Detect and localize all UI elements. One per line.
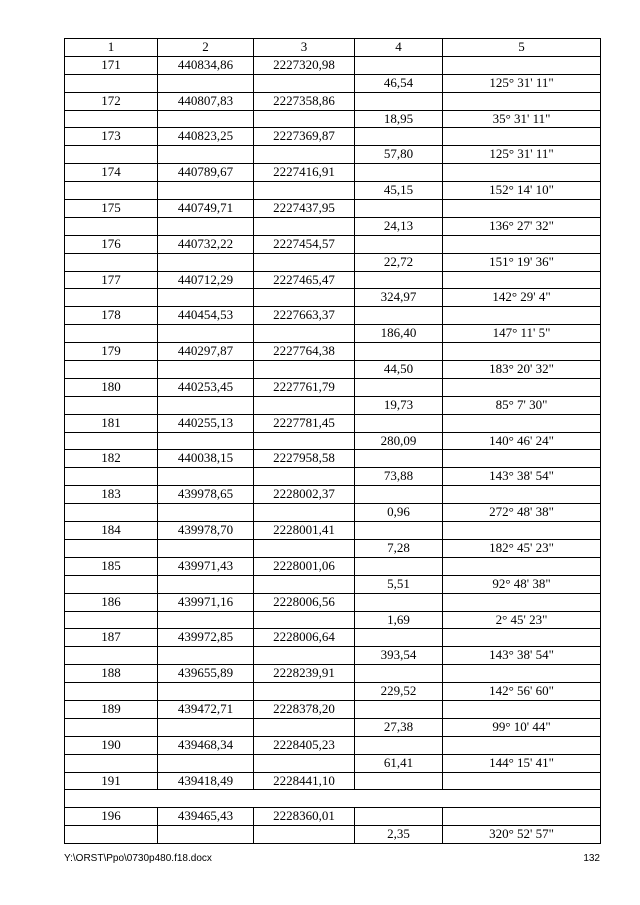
angle-cell-empty xyxy=(443,629,601,647)
angle-cell-empty xyxy=(443,808,601,826)
angle-cell-empty xyxy=(443,700,601,718)
point-number-cell: 186 xyxy=(65,593,158,611)
point-number-cell-empty xyxy=(65,146,158,164)
point-row xyxy=(65,92,601,110)
header-col-1: 1 xyxy=(65,39,158,57)
segment-row xyxy=(65,718,601,736)
point-number-cell-empty xyxy=(65,432,158,450)
x-coordinate-cell: 439978,65 xyxy=(158,486,254,504)
distance-cell: 5,51 xyxy=(355,575,443,593)
point-number-cell-empty xyxy=(65,575,158,593)
x-coordinate-cell: 440749,71 xyxy=(158,200,254,218)
y-coordinate-cell: 2227958,58 xyxy=(254,450,355,468)
y-coordinate-cell: 2228001,41 xyxy=(254,522,355,540)
point-row xyxy=(65,700,601,718)
distance-cell-empty xyxy=(355,629,443,647)
angle-cell: 142° 56' 60" xyxy=(443,683,601,701)
angle-cell-empty xyxy=(443,128,601,146)
point-row xyxy=(65,200,601,218)
x-coordinate-cell: 439971,16 xyxy=(158,593,254,611)
distance-cell-empty xyxy=(355,56,443,74)
point-number-cell-empty xyxy=(65,217,158,235)
point-number-cell: 185 xyxy=(65,557,158,575)
distance-cell: 46,54 xyxy=(355,74,443,92)
y-coordinate-cell-empty xyxy=(254,74,355,92)
point-row xyxy=(65,665,601,683)
segment-row xyxy=(65,826,601,844)
x-coordinate-cell-empty xyxy=(158,826,254,844)
y-coordinate-cell-empty xyxy=(254,361,355,379)
distance-cell-empty xyxy=(355,128,443,146)
distance-cell: 73,88 xyxy=(355,468,443,486)
point-number-cell: 190 xyxy=(65,736,158,754)
x-coordinate-cell: 440253,45 xyxy=(158,378,254,396)
x-coordinate-cell-empty xyxy=(158,74,254,92)
y-coordinate-cell: 2228006,64 xyxy=(254,629,355,647)
point-number-cell: 183 xyxy=(65,486,158,504)
x-coordinate-cell: 440297,87 xyxy=(158,343,254,361)
y-coordinate-cell: 2227465,47 xyxy=(254,271,355,289)
point-number-cell-empty xyxy=(65,647,158,665)
y-coordinate-cell-empty xyxy=(254,217,355,235)
distance-cell-empty xyxy=(355,736,443,754)
y-coordinate-cell: 2228001,06 xyxy=(254,557,355,575)
y-coordinate-cell-empty xyxy=(254,253,355,271)
y-coordinate-cell: 2227454,57 xyxy=(254,235,355,253)
distance-cell: 44,50 xyxy=(355,361,443,379)
angle-cell-empty xyxy=(443,557,601,575)
point-number-cell-empty xyxy=(65,468,158,486)
point-number-cell-empty xyxy=(65,289,158,307)
point-number-cell-empty xyxy=(65,683,158,701)
point-number-cell: 172 xyxy=(65,92,158,110)
point-row xyxy=(65,808,601,826)
point-number-cell-empty xyxy=(65,361,158,379)
segment-row xyxy=(65,396,601,414)
x-coordinate-cell-empty xyxy=(158,432,254,450)
y-coordinate-cell-empty xyxy=(254,396,355,414)
segment-row xyxy=(65,325,601,343)
x-coordinate-cell: 440255,13 xyxy=(158,414,254,432)
distance-cell-empty xyxy=(355,378,443,396)
distance-cell: 229,52 xyxy=(355,683,443,701)
point-row xyxy=(65,343,601,361)
point-row xyxy=(65,522,601,540)
point-row xyxy=(65,486,601,504)
point-number-cell: 175 xyxy=(65,200,158,218)
y-coordinate-cell-empty xyxy=(254,683,355,701)
y-coordinate-cell-empty xyxy=(254,182,355,200)
point-number-cell-empty xyxy=(65,325,158,343)
point-number-cell: 177 xyxy=(65,271,158,289)
angle-cell: 140° 46' 24" xyxy=(443,432,601,450)
point-row xyxy=(65,128,601,146)
y-coordinate-cell-empty xyxy=(254,146,355,164)
point-number-cell: 191 xyxy=(65,772,158,790)
y-coordinate-cell-empty xyxy=(254,647,355,665)
angle-cell-empty xyxy=(443,343,601,361)
angle-cell: 320° 52' 57" xyxy=(443,826,601,844)
x-coordinate-cell-empty xyxy=(158,683,254,701)
distance-cell-empty xyxy=(355,92,443,110)
y-coordinate-cell: 2228441,10 xyxy=(254,772,355,790)
angle-cell: 136° 27' 32" xyxy=(443,217,601,235)
angle-cell: 2° 45' 23" xyxy=(443,611,601,629)
x-coordinate-cell: 439472,71 xyxy=(158,700,254,718)
y-coordinate-cell-empty xyxy=(254,611,355,629)
angle-cell: 183° 20' 32" xyxy=(443,361,601,379)
point-row xyxy=(65,235,601,253)
y-coordinate-cell-empty xyxy=(254,754,355,772)
x-coordinate-cell-empty xyxy=(158,217,254,235)
table-header-row xyxy=(65,39,601,57)
point-number-cell: 178 xyxy=(65,307,158,325)
point-row xyxy=(65,736,601,754)
point-number-cell-empty xyxy=(65,110,158,128)
segment-row xyxy=(65,468,601,486)
point-number-cell: 173 xyxy=(65,128,158,146)
distance-cell: 19,73 xyxy=(355,396,443,414)
angle-cell: 35° 31' 11" xyxy=(443,110,601,128)
point-number-cell: 179 xyxy=(65,343,158,361)
x-coordinate-cell: 439971,43 xyxy=(158,557,254,575)
segment-row xyxy=(65,432,601,450)
point-number-cell-empty xyxy=(65,718,158,736)
header-col-4: 4 xyxy=(355,39,443,57)
x-coordinate-cell: 440038,15 xyxy=(158,450,254,468)
distance-cell: 280,09 xyxy=(355,432,443,450)
point-number-cell-empty xyxy=(65,504,158,522)
point-row xyxy=(65,378,601,396)
distance-cell: 45,15 xyxy=(355,182,443,200)
angle-cell: 99° 10' 44" xyxy=(443,718,601,736)
point-row xyxy=(65,271,601,289)
point-row xyxy=(65,450,601,468)
x-coordinate-cell-empty xyxy=(158,504,254,522)
x-coordinate-cell: 440789,67 xyxy=(158,164,254,182)
x-coordinate-cell-empty xyxy=(158,253,254,271)
angle-cell-empty xyxy=(443,486,601,504)
distance-cell: 57,80 xyxy=(355,146,443,164)
angle-cell-empty xyxy=(443,271,601,289)
distance-cell: 324,97 xyxy=(355,289,443,307)
angle-cell-empty xyxy=(443,593,601,611)
x-coordinate-cell-empty xyxy=(158,396,254,414)
y-coordinate-cell: 2227781,45 xyxy=(254,414,355,432)
y-coordinate-cell: 2227320,98 xyxy=(254,56,355,74)
distance-cell: 27,38 xyxy=(355,718,443,736)
distance-cell: 393,54 xyxy=(355,647,443,665)
angle-cell-empty xyxy=(443,307,601,325)
x-coordinate-cell: 439465,43 xyxy=(158,808,254,826)
angle-cell: 85° 7' 30" xyxy=(443,396,601,414)
distance-cell: 2,35 xyxy=(355,826,443,844)
point-row xyxy=(65,164,601,182)
distance-cell-empty xyxy=(355,700,443,718)
distance-cell-empty xyxy=(355,522,443,540)
angle-cell: 143° 38' 54" xyxy=(443,468,601,486)
x-coordinate-cell-empty xyxy=(158,575,254,593)
x-coordinate-cell: 440732,22 xyxy=(158,235,254,253)
x-coordinate-cell-empty xyxy=(158,468,254,486)
distance-cell: 186,40 xyxy=(355,325,443,343)
y-coordinate-cell: 2228006,56 xyxy=(254,593,355,611)
y-coordinate-cell: 2227764,38 xyxy=(254,343,355,361)
header-col-5: 5 xyxy=(443,39,601,57)
angle-cell: 125° 31' 11" xyxy=(443,74,601,92)
angle-cell: 152° 14' 10" xyxy=(443,182,601,200)
y-coordinate-cell-empty xyxy=(254,718,355,736)
angle-cell-empty xyxy=(443,56,601,74)
distance-cell: 24,13 xyxy=(355,217,443,235)
point-number-cell: 196 xyxy=(65,808,158,826)
x-coordinate-cell: 439418,49 xyxy=(158,772,254,790)
angle-cell: 147° 11' 5" xyxy=(443,325,601,343)
distance-cell: 0,96 xyxy=(355,504,443,522)
point-number-cell: 181 xyxy=(65,414,158,432)
point-number-cell: 182 xyxy=(65,450,158,468)
point-row xyxy=(65,772,601,790)
segment-row xyxy=(65,647,601,665)
coordinates-table xyxy=(64,38,601,844)
footer-file-path: Y:\ORST\Ppo\0730p480.f18.docx xyxy=(64,853,212,864)
point-row xyxy=(65,56,601,74)
x-coordinate-cell: 440454,53 xyxy=(158,307,254,325)
distance-cell-empty xyxy=(355,772,443,790)
y-coordinate-cell: 2227437,95 xyxy=(254,200,355,218)
angle-cell-empty xyxy=(443,736,601,754)
distance-cell-empty xyxy=(355,200,443,218)
x-coordinate-cell-empty xyxy=(158,754,254,772)
x-coordinate-cell-empty xyxy=(158,182,254,200)
header-col-2: 2 xyxy=(158,39,254,57)
y-coordinate-cell: 2228405,23 xyxy=(254,736,355,754)
y-coordinate-cell: 2228002,37 xyxy=(254,486,355,504)
angle-cell-empty xyxy=(443,665,601,683)
angle-cell-empty xyxy=(443,450,601,468)
segment-row xyxy=(65,754,601,772)
y-coordinate-cell-empty xyxy=(254,504,355,522)
y-coordinate-cell-empty xyxy=(254,110,355,128)
angle-cell: 144° 15' 41" xyxy=(443,754,601,772)
angle-cell-empty xyxy=(443,772,601,790)
angle-cell-empty xyxy=(443,414,601,432)
point-number-cell: 188 xyxy=(65,665,158,683)
distance-cell-empty xyxy=(355,593,443,611)
x-coordinate-cell: 440823,25 xyxy=(158,128,254,146)
angle-cell-empty xyxy=(443,92,601,110)
x-coordinate-cell-empty xyxy=(158,361,254,379)
distance-cell-empty xyxy=(355,665,443,683)
angle-cell-empty xyxy=(443,164,601,182)
distance-cell-empty xyxy=(355,164,443,182)
y-coordinate-cell-empty xyxy=(254,289,355,307)
point-number-cell-empty xyxy=(65,611,158,629)
segment-row xyxy=(65,289,601,307)
distance-cell-empty xyxy=(355,343,443,361)
x-coordinate-cell-empty xyxy=(158,647,254,665)
point-number-cell: 171 xyxy=(65,56,158,74)
point-number-cell: 174 xyxy=(65,164,158,182)
point-number-cell-empty xyxy=(65,74,158,92)
x-coordinate-cell-empty xyxy=(158,325,254,343)
distance-cell-empty xyxy=(355,808,443,826)
x-coordinate-cell-empty xyxy=(158,110,254,128)
y-coordinate-cell: 2227663,37 xyxy=(254,307,355,325)
x-coordinate-cell: 440834,86 xyxy=(158,56,254,74)
angle-cell-empty xyxy=(443,200,601,218)
point-number-cell-empty xyxy=(65,253,158,271)
distance-cell-empty xyxy=(355,307,443,325)
y-coordinate-cell: 2227761,79 xyxy=(254,378,355,396)
segment-row xyxy=(65,683,601,701)
segment-row xyxy=(65,74,601,92)
segment-row xyxy=(65,110,601,128)
angle-cell: 143° 38' 54" xyxy=(443,647,601,665)
y-coordinate-cell-empty xyxy=(254,468,355,486)
angle-cell: 142° 29' 4" xyxy=(443,289,601,307)
y-coordinate-cell: 2228378,20 xyxy=(254,700,355,718)
point-number-cell-empty xyxy=(65,539,158,557)
segment-row xyxy=(65,182,601,200)
angle-cell: 151° 19' 36" xyxy=(443,253,601,271)
x-coordinate-cell: 439468,34 xyxy=(158,736,254,754)
segment-row xyxy=(65,217,601,235)
point-number-cell-empty xyxy=(65,754,158,772)
segment-row xyxy=(65,539,601,557)
y-coordinate-cell-empty xyxy=(254,826,355,844)
point-row xyxy=(65,307,601,325)
separator-cell xyxy=(65,790,601,808)
segment-row xyxy=(65,146,601,164)
separator-row xyxy=(65,790,601,808)
y-coordinate-cell-empty xyxy=(254,325,355,343)
distance-cell-empty xyxy=(355,271,443,289)
distance-cell-empty xyxy=(355,557,443,575)
y-coordinate-cell: 2227416,91 xyxy=(254,164,355,182)
angle-cell-empty xyxy=(443,235,601,253)
distance-cell-empty xyxy=(355,450,443,468)
angle-cell: 182° 45' 23" xyxy=(443,539,601,557)
y-coordinate-cell-empty xyxy=(254,432,355,450)
segment-row xyxy=(65,361,601,379)
distance-cell-empty xyxy=(355,414,443,432)
angle-cell: 125° 31' 11" xyxy=(443,146,601,164)
x-coordinate-cell-empty xyxy=(158,718,254,736)
distance-cell: 7,28 xyxy=(355,539,443,557)
y-coordinate-cell: 2227358,86 xyxy=(254,92,355,110)
point-number-cell-empty xyxy=(65,182,158,200)
point-number-cell: 189 xyxy=(65,700,158,718)
y-coordinate-cell-empty xyxy=(254,575,355,593)
distance-cell: 61,41 xyxy=(355,754,443,772)
distance-cell-empty xyxy=(355,486,443,504)
point-number-cell-empty xyxy=(65,396,158,414)
distance-cell: 22,72 xyxy=(355,253,443,271)
footer-page-number: 132 xyxy=(583,853,600,864)
x-coordinate-cell: 439972,85 xyxy=(158,629,254,647)
point-number-cell: 187 xyxy=(65,629,158,647)
point-number-cell: 176 xyxy=(65,235,158,253)
angle-cell-empty xyxy=(443,522,601,540)
x-coordinate-cell-empty xyxy=(158,289,254,307)
x-coordinate-cell-empty xyxy=(158,611,254,629)
x-coordinate-cell-empty xyxy=(158,146,254,164)
y-coordinate-cell: 2228360,01 xyxy=(254,808,355,826)
y-coordinate-cell-empty xyxy=(254,539,355,557)
angle-cell: 272° 48' 38" xyxy=(443,504,601,522)
point-row xyxy=(65,629,601,647)
segment-row xyxy=(65,611,601,629)
segment-row xyxy=(65,575,601,593)
x-coordinate-cell: 439655,89 xyxy=(158,665,254,683)
x-coordinate-cell-empty xyxy=(158,539,254,557)
point-row xyxy=(65,593,601,611)
distance-cell-empty xyxy=(355,235,443,253)
segment-row xyxy=(65,253,601,271)
distance-cell: 18,95 xyxy=(355,110,443,128)
y-coordinate-cell: 2227369,87 xyxy=(254,128,355,146)
x-coordinate-cell: 439978,70 xyxy=(158,522,254,540)
x-coordinate-cell: 440712,29 xyxy=(158,271,254,289)
x-coordinate-cell: 440807,83 xyxy=(158,92,254,110)
point-row xyxy=(65,414,601,432)
distance-cell: 1,69 xyxy=(355,611,443,629)
y-coordinate-cell: 2228239,91 xyxy=(254,665,355,683)
angle-cell: 92° 48' 38" xyxy=(443,575,601,593)
segment-row xyxy=(65,504,601,522)
point-number-cell: 184 xyxy=(65,522,158,540)
point-number-cell: 180 xyxy=(65,378,158,396)
point-number-cell-empty xyxy=(65,826,158,844)
angle-cell-empty xyxy=(443,378,601,396)
point-row xyxy=(65,557,601,575)
header-col-3: 3 xyxy=(254,39,355,57)
table-body xyxy=(65,56,601,843)
